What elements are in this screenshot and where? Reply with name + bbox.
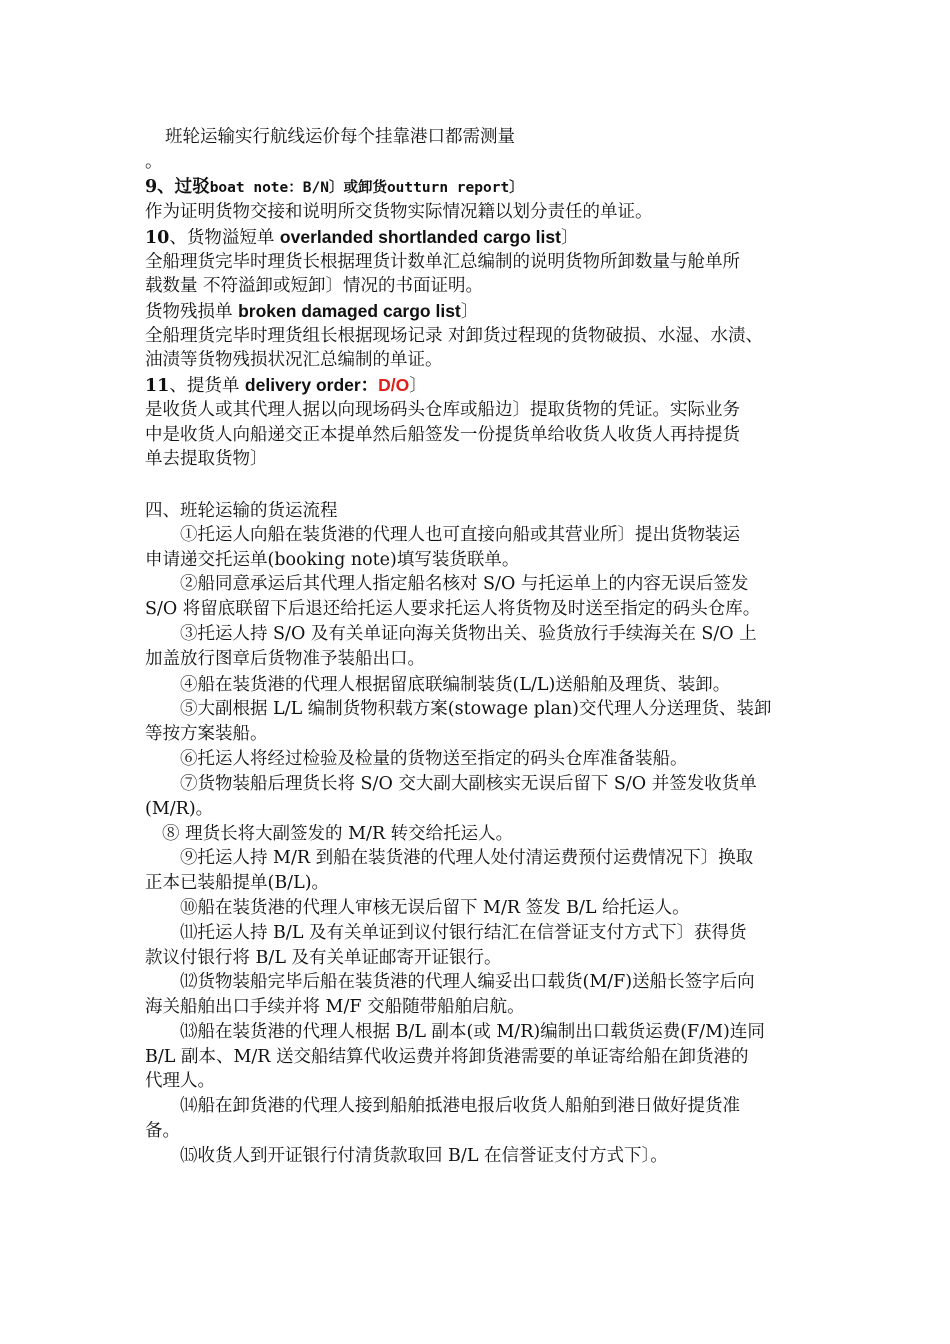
heading-term: boat note：B/N〕或卸货 xyxy=(209,180,387,196)
step-10: ⑩船在装货港的代理人审核无误后留下 M/R 签发 B/L 给托运人。 xyxy=(180,898,690,918)
step-14: ⒁船在卸货港的代理人接到船舶抵港电报后收货人船舶到港日做好提货准 xyxy=(180,1096,740,1116)
text-line: 备。 xyxy=(145,1121,180,1141)
item-9-heading xyxy=(145,175,850,200)
step-6: ⑥托运人将经过检验及检量的货物送至指定的码头仓库准备装船。 xyxy=(180,749,688,769)
text-line: 正本已装船提单(B/L)。 xyxy=(145,873,330,893)
heading-term: delivery order： xyxy=(244,375,379,395)
step-13: ⒀船在装货港的代理人根据 B/L 副本(或 M/R)编制出口载货运费(F/M)连同 xyxy=(180,1022,765,1042)
text-line: 加盖放行图章后货物准予装船出口。 xyxy=(145,649,425,669)
text-line: 申请递交托运单(booking note)填写装货联单。 xyxy=(145,550,520,570)
text-line: B/L 副本、M/R 送交船结算代收运费并将卸货港需要的单证寄给船在卸货港的 xyxy=(145,1047,749,1067)
text-line: 载数量 不符溢卸或短卸〕情况的书面证明。 xyxy=(145,276,484,296)
heading-text: 货物残损单 xyxy=(145,302,239,322)
text-line: 款议付银行将 B/L 及有关单证邮寄开证银行。 xyxy=(145,948,502,968)
text-line: 班轮运输实行航线运价每个挂靠港口都需测量 xyxy=(165,127,515,147)
step-15: ⒂收货人到开证银行付清货款取回 B/L 在信誉证支付方式下〕。 xyxy=(180,1146,668,1166)
text-line: 单去提取货物〕 xyxy=(145,449,268,469)
step-11: ⑾托运人持 B/L 及有关单证到议付银行结汇在信誉证支付方式下〕获得货 xyxy=(180,923,747,943)
step-12: ⑿货物装船完毕后船在装货港的代理人编妥出口载货(M/F)送船长签字后向 xyxy=(180,972,755,992)
text-line: 海关船舶出口手续并将 M/F 交船随带船舶启航。 xyxy=(145,997,525,1017)
step-5: ⑤大副根据 L/L 编制货物积载方案(stowage plan)交代理人分送理货、装卸 xyxy=(180,699,772,719)
heading-text: 〕 xyxy=(409,376,427,396)
heading-number: 11 xyxy=(145,376,170,396)
heading-text: 〕 xyxy=(560,228,579,248)
text-line: (M/R)。 xyxy=(145,799,214,819)
text-line: 作为证明货物交接和说明所交货物实际情况籍以划分责任的单证。 xyxy=(145,202,653,222)
heading-text: 〕 xyxy=(460,302,479,322)
item-11-heading xyxy=(145,373,850,398)
text-line: 全船理货完毕时理货长根据理货计数单汇总编制的说明货物所卸数量与舱单所 xyxy=(145,252,740,272)
item-10-heading xyxy=(145,225,850,250)
heading-abbrev: D/O xyxy=(378,375,410,395)
heading-term: outturn report〕 xyxy=(386,180,524,196)
text-line: S/O 将留底联留下后退还给托运人要求托运人将货物及时送至指定的码头仓库。 xyxy=(145,599,761,619)
step-9: ⑨托运人持 M/R 到船在装货港的代理人处付清运费预付运费情况下〕换取 xyxy=(180,848,754,868)
heading-text: 9、过驳 xyxy=(145,177,210,197)
text-line: 。 xyxy=(145,152,163,172)
heading-number: 10 xyxy=(145,228,170,248)
step-1: ①托运人向船在装货港的代理人也可直接向船或其营业所〕提出货物装运 xyxy=(180,525,740,545)
heading-text: 、提货单 xyxy=(169,376,245,396)
step-2: ②船同意承运后其代理人指定船名核对 S/O 与托运单上的内容无误后签发 xyxy=(180,574,749,594)
damage-list-heading xyxy=(145,299,850,324)
text-line: 代理人。 xyxy=(145,1071,215,1091)
step-3: ③托运人持 S/O 及有关单证向海关货物出关、验货放行手续海关在 S/O 上 xyxy=(180,624,757,644)
heading-term: broken damaged cargo list xyxy=(238,301,461,321)
text-line: 全船理货完毕时理货组长根据现场记录 对卸货过程现的货物破损、水湿、水渍、 xyxy=(145,326,764,346)
text-line: 是收货人或其代理人据以向现场码头仓库或船边〕提取货物的凭证。实际业务 xyxy=(145,400,740,420)
step-4: ④船在装货港的代理人根据留底联编制装货(L/L)送船舶及理货、装卸。 xyxy=(180,675,731,695)
text-line: 等按方案装船。 xyxy=(145,724,268,744)
step-8: ⑧ 理货长将大副签发的 M/R 转交给托运人。 xyxy=(162,824,514,844)
heading-text: 、货物溢短单 xyxy=(169,228,280,248)
heading-term: overlanded shortlanded cargo list xyxy=(279,227,561,247)
text-line: 中是收货人向船递交正本提单然后船签发一份提货单给收货人收货人再持提货 xyxy=(145,425,740,445)
section-heading: 四、班轮运输的货运流程 xyxy=(145,501,338,521)
step-7: ⑦货物装船后理货长将 S/O 交大副大副核实无误后留下 S/O 并签发收货单 xyxy=(180,774,757,794)
text-line: 油渍等货物残损状况汇总编制的单证。 xyxy=(145,350,443,370)
